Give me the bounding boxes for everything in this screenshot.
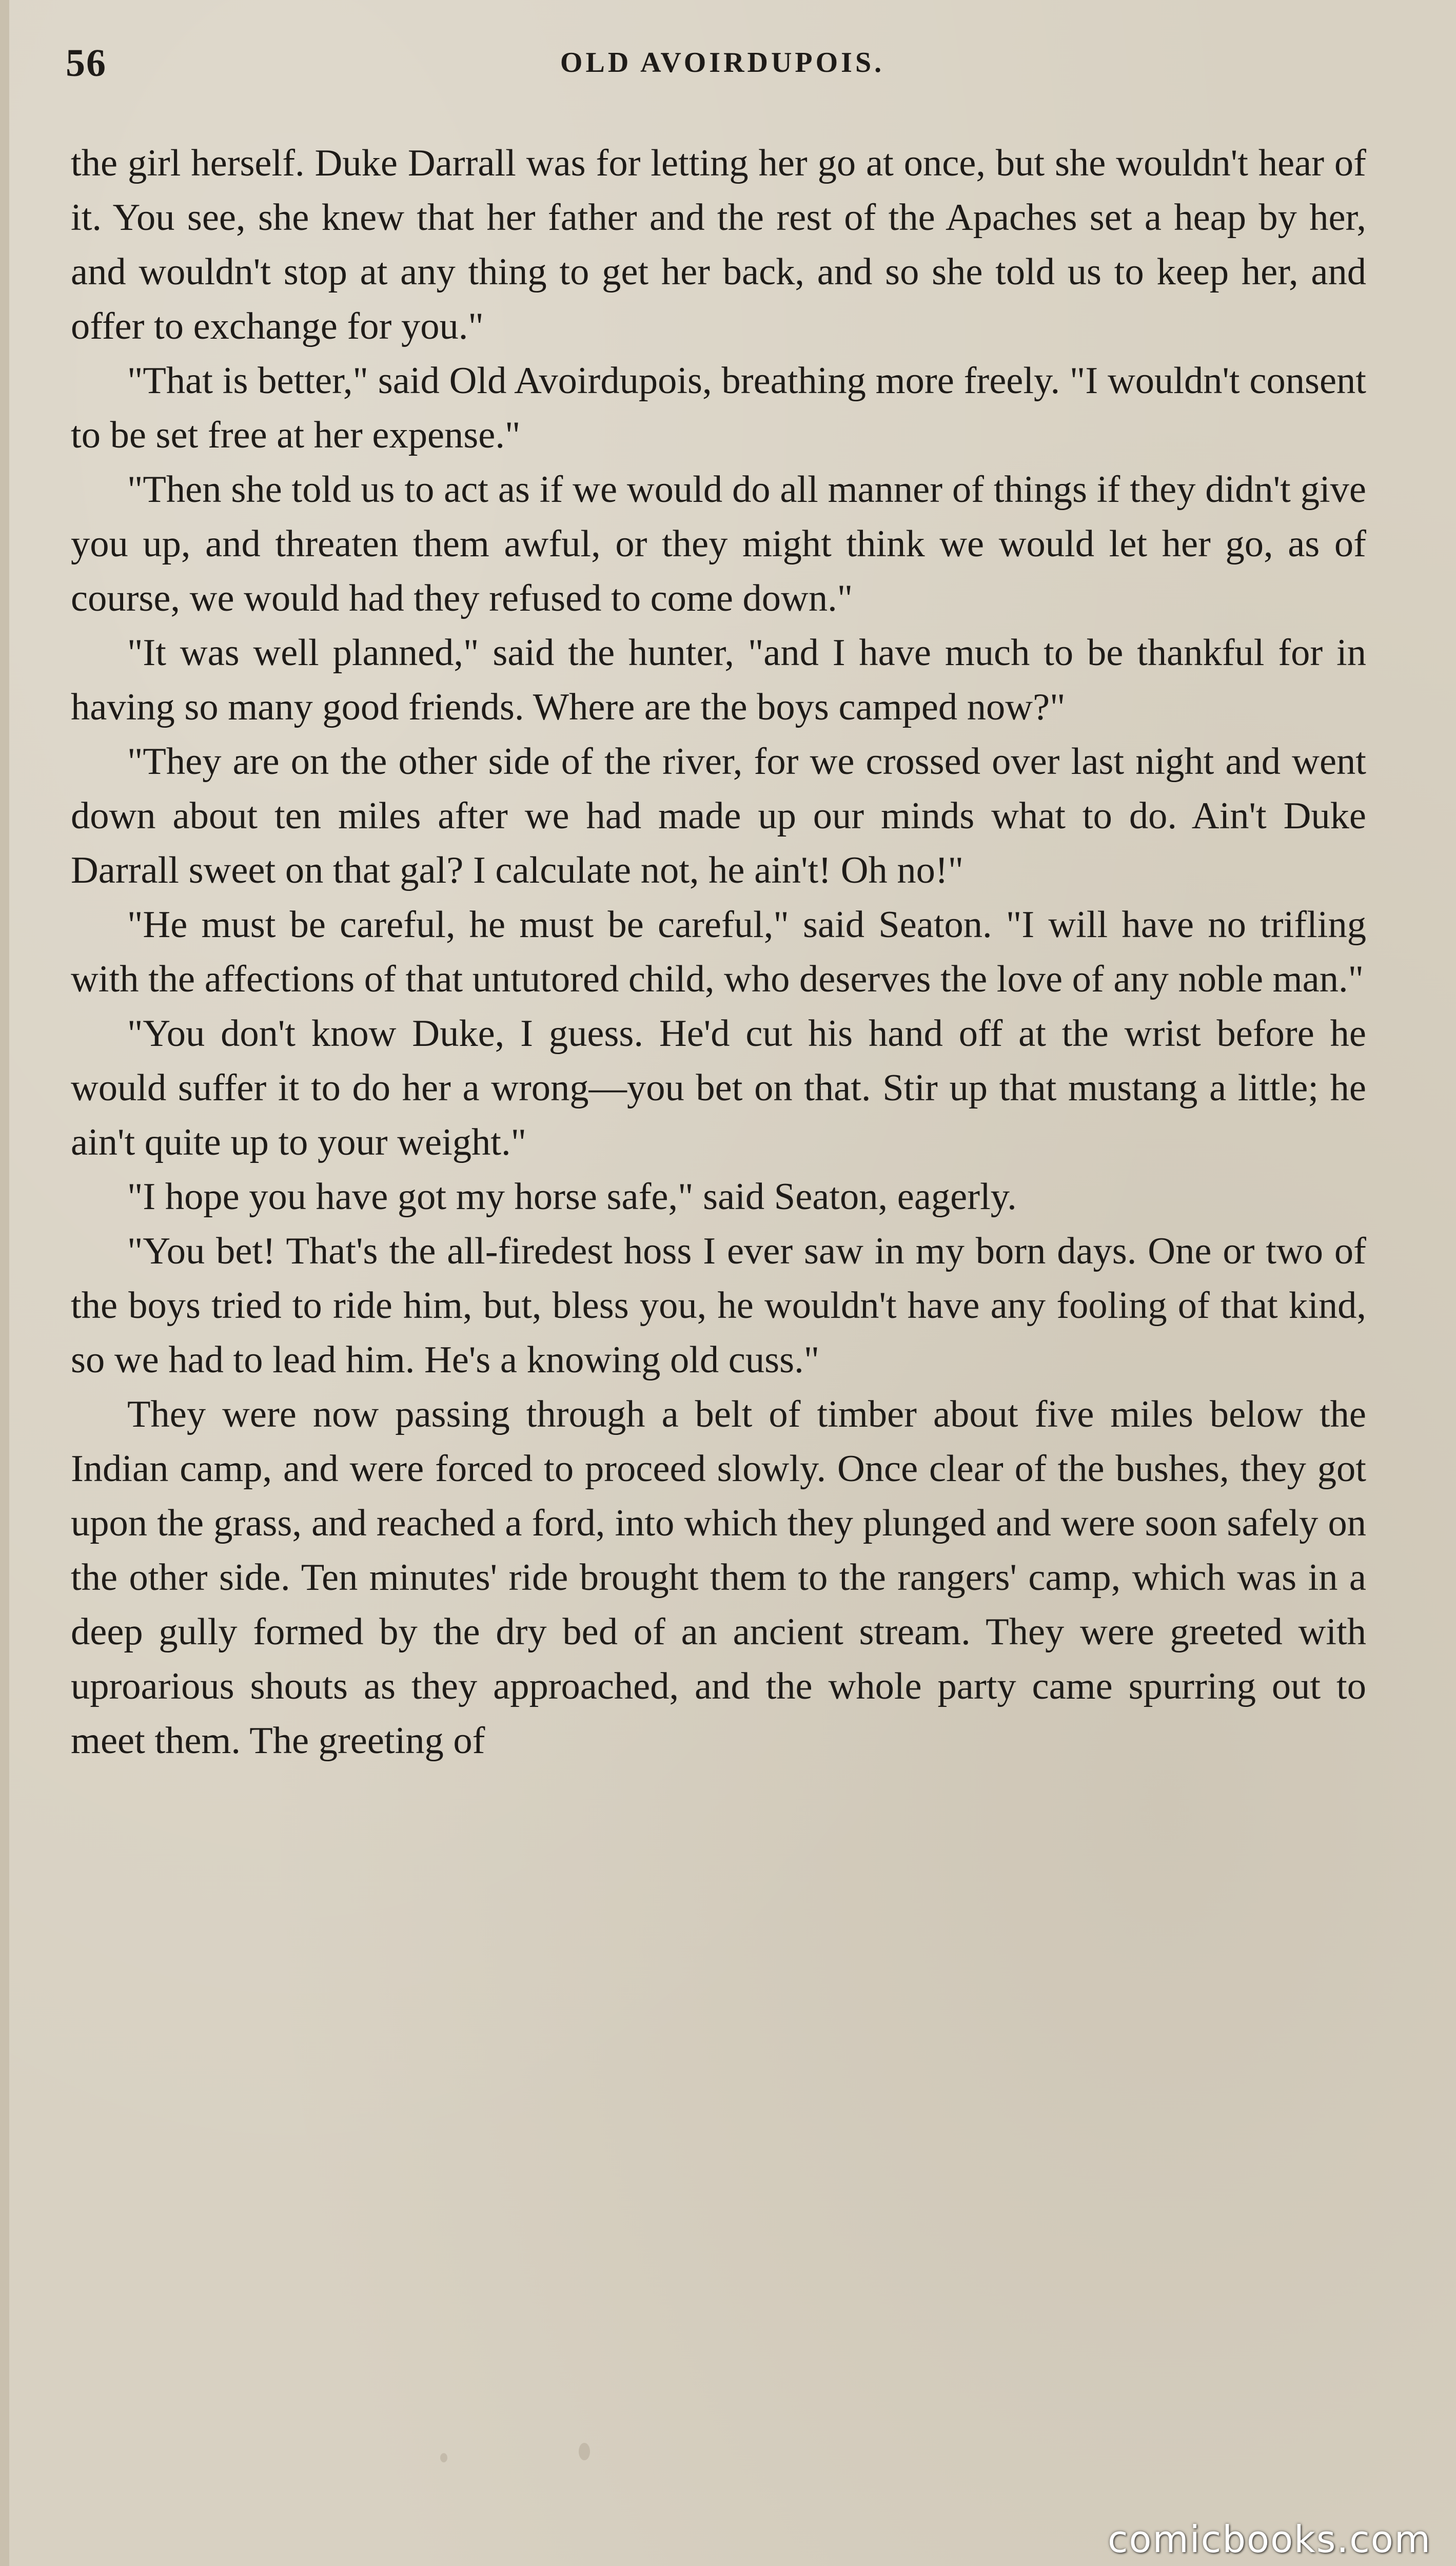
- paragraph-5: "They are on the other side of the river, for we crossed over last night and went down about ten miles after we had made up our minds what to do. Ain't Duke Darrall sweet on that gal? I calculate not, he ain't! Oh no!": [71, 741, 1366, 891]
- paragraph-9: "You bet! That's the all-firedest hoss I ever saw in my born days. One or two of the boys tried to ride him, but, bless you, he wouldn't have any fooling of that kind, so we had to lead him. He's a knowing old cuss.": [71, 1230, 1366, 1381]
- page-number: 56: [66, 42, 107, 85]
- body-text: [71, 136, 1366, 1768]
- paragraph-10: They were now passing through a belt of timber about five miles below the Indian camp, and were forced to proceed slowly. Once clear of the bushes, they got upon the grass, and reached a ford, into which they plunged and were soon safely on the other side. Ten minutes' ride brought them to the rangers' camp, which was in a deep gully formed by the dry bed of an ancient stream. They were greeted with uproarious shouts as they approached, and the whole party came spurring out to meet them. The greeting of: [71, 1393, 1366, 1762]
- paragraph-8: "I hope you have got my horse safe," said Seaton, eagerly.: [127, 1176, 1017, 1218]
- paragraph-7: "You don't know Duke, I guess. He'd cut his hand off at the wrist before he would suffer it to do her a wrong—you bet on that. Stir up that mustang a little; he ain't quite up to your weight.": [71, 1013, 1366, 1163]
- book-title: OLD AVOIRDUPOIS.: [560, 47, 885, 79]
- paragraph-4: "It was well planned," said the hunter, "and I have much to be thankful for in having so many good friends. Where are the boys camped now?": [71, 632, 1366, 728]
- paper-stain: [579, 2443, 590, 2460]
- paragraph-6: "He must be careful, he must be careful," said Seaton. "I will have no trifling with the affections of that untutored child, who deserves the love of any noble man.": [71, 904, 1366, 1000]
- paper-stain: [440, 2453, 447, 2462]
- paragraph-1: the girl herself. Duke Darrall was for letting her go at once, but she wouldn't hear of it. You see, she knew that her father and the rest of the Apaches set a heap by her, and wouldn't stop at any thing to get her back, and so she told us to keep her, and offer to exchange for you.": [71, 142, 1366, 347]
- paragraph-2: "That is better," said Old Avoirdupois, breathing more freely. "I wouldn't consent to be set free at her expense.": [71, 360, 1366, 456]
- paragraph-3: "Then she told us to act as if we would do all manner of things if they didn't give you up, and threaten them awful, or they might think we would let her go, as of course, we would had they refused to come down.": [71, 469, 1366, 619]
- watermark: comicbooks.com: [1107, 2518, 1431, 2561]
- running-head: [66, 41, 1379, 98]
